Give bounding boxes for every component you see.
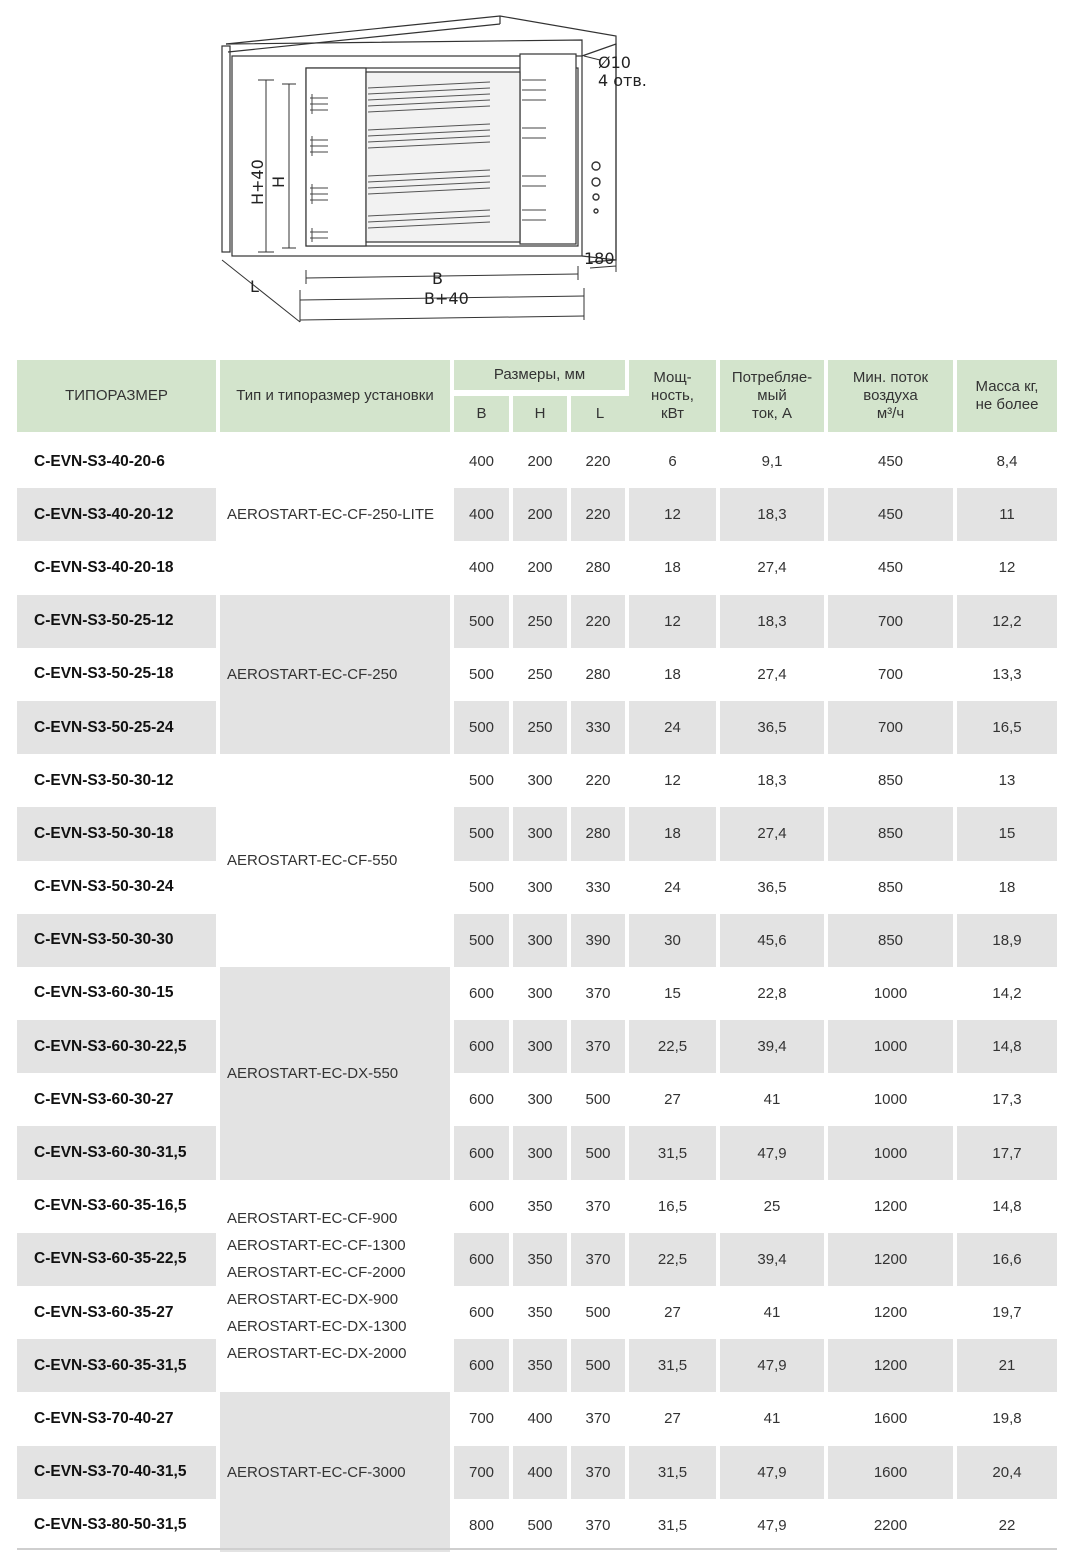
cell-h: 200 [513, 541, 571, 594]
model-cell: C-EVN-S3-60-30-22,5 [17, 1020, 220, 1073]
cell-power: 31,5 [629, 1446, 720, 1499]
unit-type-cell: AEROSTART-EC-DX-550 [220, 967, 454, 1180]
cell-power: 12 [629, 595, 720, 648]
cell-mass: 15 [957, 807, 1057, 860]
cell-b: 700 [454, 1446, 513, 1499]
cell-current: 18,3 [720, 488, 828, 541]
cell-l: 220 [571, 595, 629, 648]
cell-current: 27,4 [720, 541, 828, 594]
table-row [17, 1499, 1057, 1552]
cell-b: 500 [454, 701, 513, 754]
cell-h: 500 [513, 1499, 571, 1552]
cell-l: 220 [571, 435, 629, 488]
cell-airflow: 850 [828, 754, 957, 807]
bottom-divider [17, 1548, 1057, 1550]
cell-b: 600 [454, 1233, 513, 1286]
cell-power: 24 [629, 861, 720, 914]
cell-b: 600 [454, 1286, 513, 1339]
cell-b: 600 [454, 1020, 513, 1073]
model-cell: C-EVN-S3-50-30-12 [17, 754, 220, 807]
table-row [17, 648, 1057, 701]
header-power: Мощ- ность, кВт [629, 360, 720, 435]
cell-h: 400 [513, 1446, 571, 1499]
table-row [17, 541, 1057, 594]
cell-mass: 22 [998, 1516, 1016, 1534]
cell-l: 370 [571, 1233, 629, 1286]
cell-current: 36,5 [720, 701, 828, 754]
model-cell: C-EVN-S3-60-35-22,5 [17, 1233, 220, 1286]
cell-airflow: 450 [828, 435, 957, 488]
cell-h: 350 [513, 1180, 571, 1233]
cell-current: 47,9 [720, 1446, 828, 1499]
table-row [17, 701, 1057, 754]
cell-airflow: 1000 [828, 1126, 957, 1179]
cell-current: 41 [720, 1392, 828, 1445]
table-row [17, 1233, 1057, 1286]
cell-mass: 16,6 [957, 1233, 1057, 1286]
cell-airflow: 850 [828, 861, 957, 914]
cell-power: 31,5 [629, 1499, 720, 1552]
table-row [17, 595, 1057, 648]
table-row [17, 488, 1057, 541]
cell-power: 12 [629, 754, 720, 807]
model-cell: C-EVN-S3-50-30-30 [17, 914, 220, 967]
cell-power: 6 [629, 435, 720, 488]
table-row [17, 914, 1057, 967]
cell-power: 12 [629, 488, 720, 541]
cell-current: 27,4 [720, 807, 828, 860]
cell-mass: 17,3 [992, 1091, 1022, 1109]
table-row [17, 967, 1057, 1020]
cell-power: 31,5 [629, 1339, 720, 1392]
cell-current: 25 [720, 1180, 828, 1233]
cell-current: 27,4 [720, 648, 828, 701]
model-cell: C-EVN-S3-70-40-31,5 [17, 1446, 220, 1499]
table-row [17, 1020, 1057, 1073]
cell-h: 300 [513, 967, 571, 1020]
cell-power: 31,5 [629, 1126, 720, 1179]
table-row [17, 1126, 1057, 1179]
cell-airflow: 2200 [828, 1499, 957, 1552]
cell-h: 250 [513, 701, 571, 754]
cell-h: 300 [513, 807, 571, 860]
cell-power: 27 [629, 1073, 720, 1126]
cell-mass: 13 [998, 772, 1016, 790]
cell-b: 500 [454, 754, 513, 807]
cell-current: 39,4 [720, 1233, 828, 1286]
cell-h: 300 [513, 1020, 571, 1073]
cell-h: 400 [513, 1392, 571, 1445]
depth-label: 180 [584, 249, 615, 268]
hole-count-label: 4 отв. [598, 71, 647, 90]
cell-mass: 20,4 [957, 1446, 1057, 1499]
header-dim-b: B [454, 393, 513, 435]
cell-b: 400 [454, 435, 513, 488]
cell-airflow: 1000 [828, 1073, 957, 1126]
header-airflow: Мин. поток воздуха м³/ч [828, 360, 957, 435]
unit-type-cell: AEROSTART-EC-CF-550 [220, 754, 454, 967]
cell-power: 16,5 [629, 1180, 720, 1233]
table-row [17, 861, 1057, 914]
model-cell: C-EVN-S3-60-30-15 [17, 967, 220, 1020]
cell-l: 370 [571, 1446, 629, 1499]
cell-airflow: 1000 [828, 967, 957, 1020]
length-label: L [250, 277, 259, 296]
cell-l: 500 [571, 1286, 629, 1339]
cell-h: 200 [513, 488, 571, 541]
cell-b: 500 [454, 914, 513, 967]
model-cell: C-EVN-S3-40-20-18 [17, 541, 220, 594]
cell-power: 24 [629, 701, 720, 754]
header-mass: Масса кг, не более [957, 360, 1057, 435]
model-cell: C-EVN-S3-50-30-24 [17, 861, 220, 914]
cell-b: 400 [454, 488, 513, 541]
cell-b: 600 [454, 1180, 513, 1233]
cell-current: 41 [720, 1286, 828, 1339]
cell-l: 330 [571, 701, 629, 754]
cell-l: 220 [571, 754, 629, 807]
cell-airflow: 450 [828, 488, 957, 541]
header-dim-l: L [571, 393, 629, 435]
cell-power: 30 [629, 914, 720, 967]
cell-power: 18 [629, 648, 720, 701]
cell-current: 39,4 [720, 1020, 828, 1073]
cell-airflow: 700 [828, 701, 957, 754]
cell-mass: 18,9 [957, 914, 1057, 967]
table-row [17, 807, 1057, 860]
header-unit-type: Тип и типоразмер установки [220, 360, 454, 435]
cell-current: 45,6 [720, 914, 828, 967]
cell-l: 330 [571, 861, 629, 914]
cell-b: 600 [454, 967, 513, 1020]
cell-mass: 18 [998, 878, 1016, 896]
cell-h: 300 [513, 1073, 571, 1126]
cell-airflow: 1000 [828, 1020, 957, 1073]
header-current: Потребляе- мый ток, А [720, 360, 828, 435]
cell-airflow: 700 [828, 648, 957, 701]
cell-h: 300 [513, 861, 571, 914]
cell-mass: 11 [957, 488, 1057, 541]
unit-type-cell: AEROSTART-EC-CF-250 [220, 595, 454, 755]
heater-drawing [0, 0, 1075, 350]
unit-type-cell: AEROSTART-EC-CF-900 AEROSTART-EC-CF-1300 AEROSTART-EC-CF-2000 AEROSTART-EC-DX-900 AEROSTART-EC-DX-1300 AEROSTART-EC-DX-2000 [220, 1180, 454, 1393]
cell-airflow: 1200 [828, 1286, 957, 1339]
header-dim-h: H [513, 393, 571, 435]
model-cell: C-EVN-S3-60-30-27 [17, 1073, 220, 1126]
cell-b: 800 [454, 1499, 513, 1552]
cell-current: 47,9 [720, 1126, 828, 1179]
cell-h: 350 [513, 1233, 571, 1286]
cell-current: 18,3 [720, 595, 828, 648]
model-cell: C-EVN-S3-60-30-31,5 [17, 1126, 220, 1179]
cell-mass: 16,5 [957, 701, 1057, 754]
heater-drawing-svg [0, 0, 700, 340]
cell-b: 600 [454, 1339, 513, 1392]
cell-h: 300 [513, 754, 571, 807]
cell-mass: 19,7 [992, 1304, 1022, 1322]
cell-current: 18,3 [720, 754, 828, 807]
table-row [17, 754, 1057, 807]
table-row [17, 435, 1057, 488]
hole-diameter-label: Ø10 [598, 53, 631, 72]
cell-current: 47,9 [720, 1499, 828, 1552]
cell-b: 600 [454, 1126, 513, 1179]
cell-b: 700 [454, 1392, 513, 1445]
cell-airflow: 1600 [828, 1392, 957, 1445]
cell-airflow: 450 [828, 541, 957, 594]
cell-l: 370 [571, 967, 629, 1020]
cell-airflow: 850 [828, 807, 957, 860]
cell-current: 47,9 [720, 1339, 828, 1392]
cell-power: 15 [629, 967, 720, 1020]
cell-power: 27 [629, 1286, 720, 1339]
model-cell: C-EVN-S3-60-35-16,5 [17, 1180, 220, 1233]
unit-type-cell: AEROSTART-EC-CF-3000 [220, 1392, 454, 1552]
cell-power: 22,5 [629, 1233, 720, 1286]
table-row [17, 1446, 1057, 1499]
cell-l: 370 [571, 1180, 629, 1233]
height-inner-label: H [269, 175, 288, 188]
cell-h: 250 [513, 595, 571, 648]
cell-b: 500 [454, 807, 513, 860]
model-cell: C-EVN-S3-50-25-24 [17, 701, 220, 754]
cell-h: 350 [513, 1286, 571, 1339]
cell-airflow: 1200 [828, 1180, 957, 1233]
cell-b: 500 [454, 861, 513, 914]
table-row [17, 1339, 1057, 1392]
cell-h: 250 [513, 648, 571, 701]
table-row [17, 1286, 1057, 1339]
spec-table [17, 360, 1057, 1552]
cell-mass: 14,2 [992, 984, 1022, 1002]
model-cell: C-EVN-S3-40-20-12 [17, 488, 220, 541]
cell-airflow: 1200 [828, 1233, 957, 1286]
cell-power: 18 [629, 541, 720, 594]
cell-l: 370 [571, 1020, 629, 1073]
header-model: ТИПОРАЗМЕР [17, 360, 220, 435]
cell-mass: 14,8 [992, 1197, 1022, 1215]
cell-b: 600 [454, 1073, 513, 1126]
cell-mass: 13,3 [992, 665, 1022, 683]
cell-mass: 17,7 [957, 1126, 1057, 1179]
width-inner-label: B [432, 269, 443, 288]
cell-b: 500 [454, 648, 513, 701]
table-row [17, 1073, 1057, 1126]
model-cell: C-EVN-S3-40-20-6 [17, 435, 220, 488]
table-row [17, 1392, 1057, 1445]
cell-power: 22,5 [629, 1020, 720, 1073]
cell-l: 500 [571, 1339, 629, 1392]
cell-h: 350 [513, 1339, 571, 1392]
cell-current: 41 [720, 1073, 828, 1126]
cell-mass: 12 [998, 559, 1016, 577]
cell-mass: 12,2 [957, 595, 1057, 648]
cell-airflow: 700 [828, 595, 957, 648]
cell-l: 500 [571, 1073, 629, 1126]
cell-mass: 8,4 [996, 453, 1018, 471]
cell-airflow: 1600 [828, 1446, 957, 1499]
model-cell: C-EVN-S3-50-30-18 [17, 807, 220, 860]
cell-current: 9,1 [720, 435, 828, 488]
cell-airflow: 850 [828, 914, 957, 967]
cell-l: 500 [571, 1126, 629, 1179]
cell-mass: 19,8 [992, 1410, 1022, 1428]
model-cell: C-EVN-S3-50-25-18 [17, 648, 220, 701]
cell-airflow: 1200 [828, 1339, 957, 1392]
cell-l: 220 [571, 488, 629, 541]
cell-l: 370 [571, 1392, 629, 1445]
unit-type-cell: AEROSTART-EC-CF-250-LITE [220, 435, 454, 595]
cell-mass: 14,8 [957, 1020, 1057, 1073]
cell-b: 500 [454, 595, 513, 648]
model-cell: C-EVN-S3-60-35-27 [17, 1286, 220, 1339]
cell-current: 36,5 [720, 861, 828, 914]
cell-h: 300 [513, 1126, 571, 1179]
cell-b: 400 [454, 541, 513, 594]
model-cell: C-EVN-S3-50-25-12 [17, 595, 220, 648]
cell-l: 280 [571, 807, 629, 860]
model-cell: C-EVN-S3-70-40-27 [17, 1392, 220, 1445]
spec-table-body [17, 435, 1057, 1552]
cell-current: 22,8 [720, 967, 828, 1020]
table-row [17, 1180, 1057, 1233]
cell-l: 390 [571, 914, 629, 967]
cell-mass: 21 [957, 1339, 1057, 1392]
model-cell: C-EVN-S3-80-50-31,5 [17, 1499, 220, 1552]
width-outer-label: B+40 [424, 289, 469, 308]
cell-l: 370 [571, 1499, 629, 1552]
height-outer-label: H+40 [248, 159, 267, 205]
cell-power: 27 [629, 1392, 720, 1445]
model-cell: C-EVN-S3-60-35-31,5 [17, 1339, 220, 1392]
cell-h: 200 [513, 435, 571, 488]
cell-l: 280 [571, 648, 629, 701]
header-dimensions: Размеры, мм [454, 360, 629, 393]
cell-power: 18 [629, 807, 720, 860]
cell-l: 280 [571, 541, 629, 594]
cell-h: 300 [513, 914, 571, 967]
